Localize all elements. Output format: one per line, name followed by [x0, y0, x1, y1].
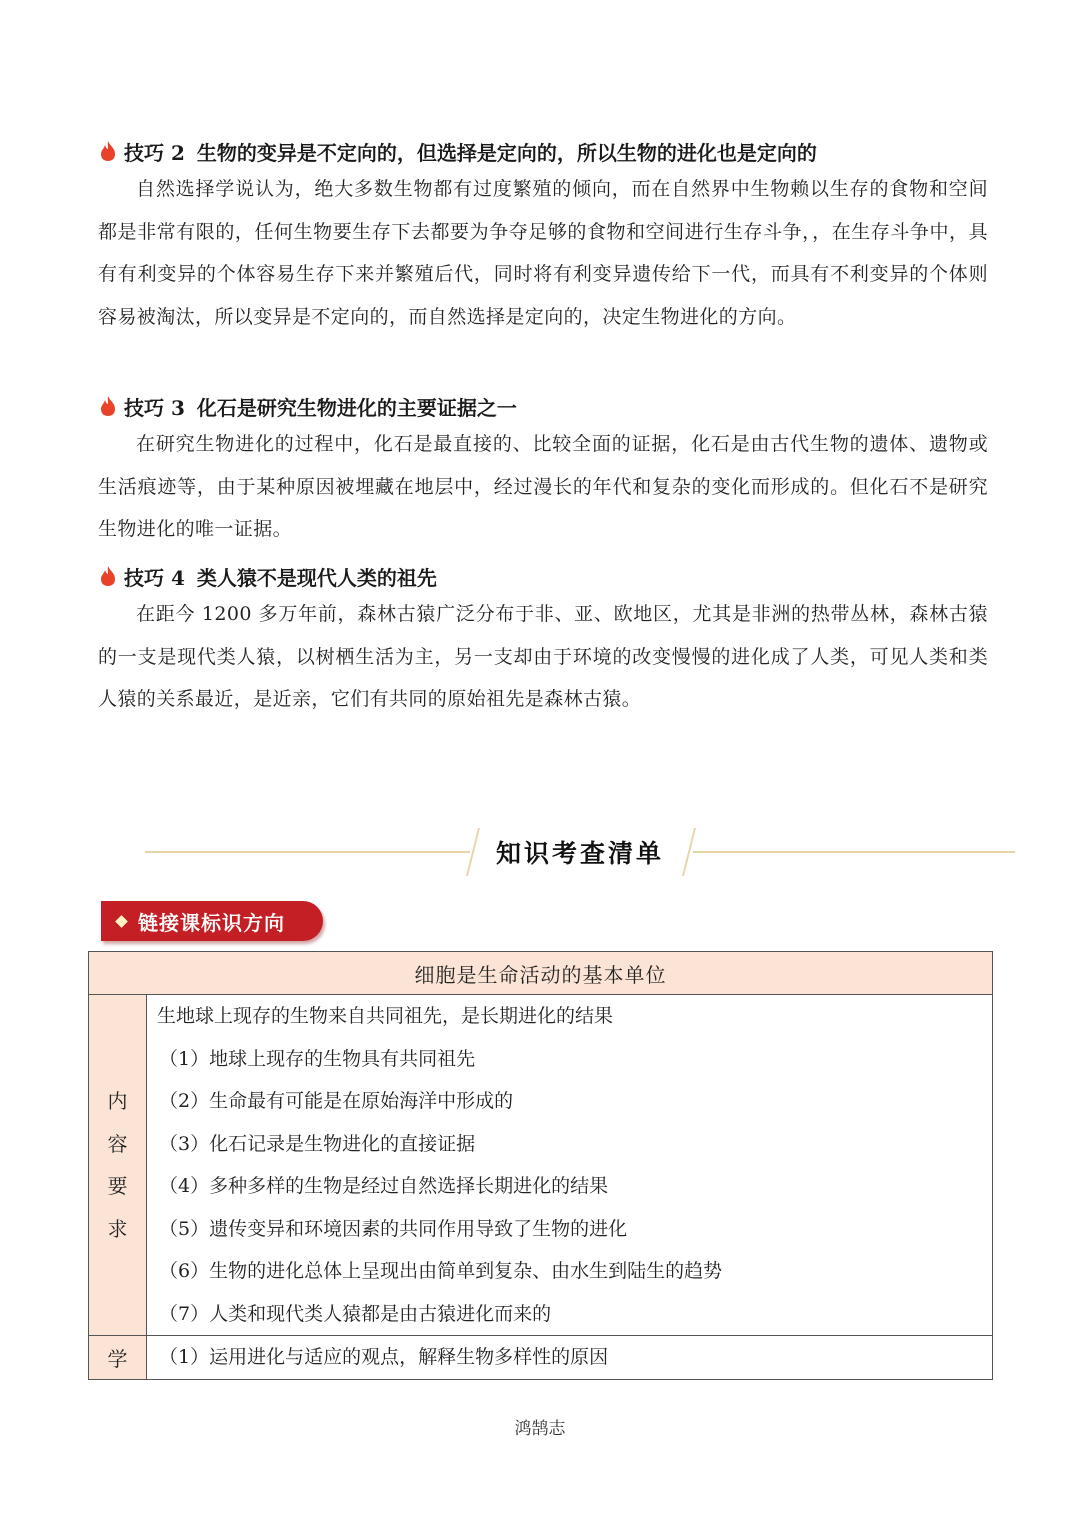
tip-2-label: 技巧 2	[124, 140, 185, 165]
list-item: （1）地球上现存的生物具有共同祖先	[159, 1047, 476, 1070]
side-char: 要	[107, 1174, 128, 1198]
list-item: （2）生命最有可能是在原始海洋中形成的	[159, 1090, 514, 1112]
page-footer: 鸿鹄志	[514, 1419, 566, 1439]
tip-3	[98, 389, 988, 551]
tip-2-body: 自然选择学说认为，绝大多数生物都有过度繁殖的倾向，而在自然界中生物赖以生存的食物和空间都是非常有限的，任何生物要生存下去都要为争夺足够的食物和空间进行生存斗争，，在生存斗争中，具有有利变异的个体容易生存下来并繁殖后代，同时将有利变异遗传给下一代，而具有不利变异的个体则容易被淘汰，所以变异是不定向的，而自然选择是定向的，决定生物进化的方向。	[98, 178, 988, 328]
list-item: （4）多种多样的生物是经过自然选择长期进化的结果	[159, 1175, 609, 1197]
curriculum-tag-label: 链接课标识方向	[138, 910, 285, 935]
list-item: （3）化石记录是生物进化的直接证据	[159, 1132, 476, 1155]
section-banner	[145, 822, 1015, 882]
list-item: （5）遗传变异和环境因素的共同作用导致了生物的进化	[159, 1217, 628, 1240]
curriculum-tag	[101, 901, 323, 941]
tip-4-label: 技巧 4	[124, 565, 185, 590]
tip-3-heading	[98, 389, 988, 423]
tip-4	[98, 559, 988, 721]
tip-4-heading	[98, 559, 988, 593]
content-requirements-side	[89, 995, 147, 1336]
tip-3-label: 技巧 3	[124, 395, 185, 420]
side-char: 内	[107, 1089, 128, 1113]
flame-icon	[98, 395, 118, 417]
tip-3-title: 化石是研究生物进化的主要证据之一	[196, 395, 517, 420]
banner-line-right	[693, 851, 1015, 853]
tip-3-body: 在研究生物进化的过程中，化石是最直接的、比较全面的证据，化石是由古代生物的遗体、遗物或生活痕迹等，由于某种原因被埋藏在地层中，经过漫长的年代和复杂的变化而形成的。但化石不是研究生物进化的唯一证据。	[98, 433, 988, 540]
side-char: 容	[107, 1131, 128, 1156]
tip-2-heading	[98, 134, 988, 168]
tip-2	[98, 134, 988, 338]
list-item: （7）人类和现代类人猿都是由古猿进化而来的	[159, 1302, 552, 1325]
diamond-icon	[115, 915, 128, 928]
section-title: 知识考查清单	[495, 839, 664, 868]
side-char: 求	[107, 1216, 128, 1241]
study-requirements-cell	[147, 1336, 993, 1380]
flame-icon	[98, 140, 118, 162]
content-requirements-cell	[147, 995, 993, 1336]
list-item: （1）运用进化与适应的观点，解释生物多样性的原因	[159, 1346, 609, 1368]
content-intro: 生地球上现存的生物来自共同祖先，是长期进化的结果	[157, 1005, 614, 1027]
tip-2-title: 生物的变异是不定向的，但选择是定向的，所以生物的进化也是定向的	[196, 140, 817, 165]
flame-icon	[98, 565, 118, 587]
table-header: 细胞是生命活动的基本单位	[89, 952, 993, 995]
tip-4-title: 类人猿不是现代人类的祖先	[196, 565, 437, 590]
list-item: （6）生物的进化总体上呈现出由简单到复杂、由水生到陆生的趋势	[159, 1260, 723, 1282]
requirements-table	[88, 951, 993, 1380]
tip-4-body: 在距今 1200 多万年前，森林古猿广泛分布于非、亚、欧地区，尤其是非洲的热带丛林，森林古猿的一支是现代类人猿，以树栖生活为主，另一支却由于环境的改变慢慢的进化成了人类，可见人类和类人猿的关系最近，是近亲，它们有共同的原始祖先是森林古猿。	[98, 603, 988, 710]
study-requirements-side: 学	[89, 1336, 147, 1380]
